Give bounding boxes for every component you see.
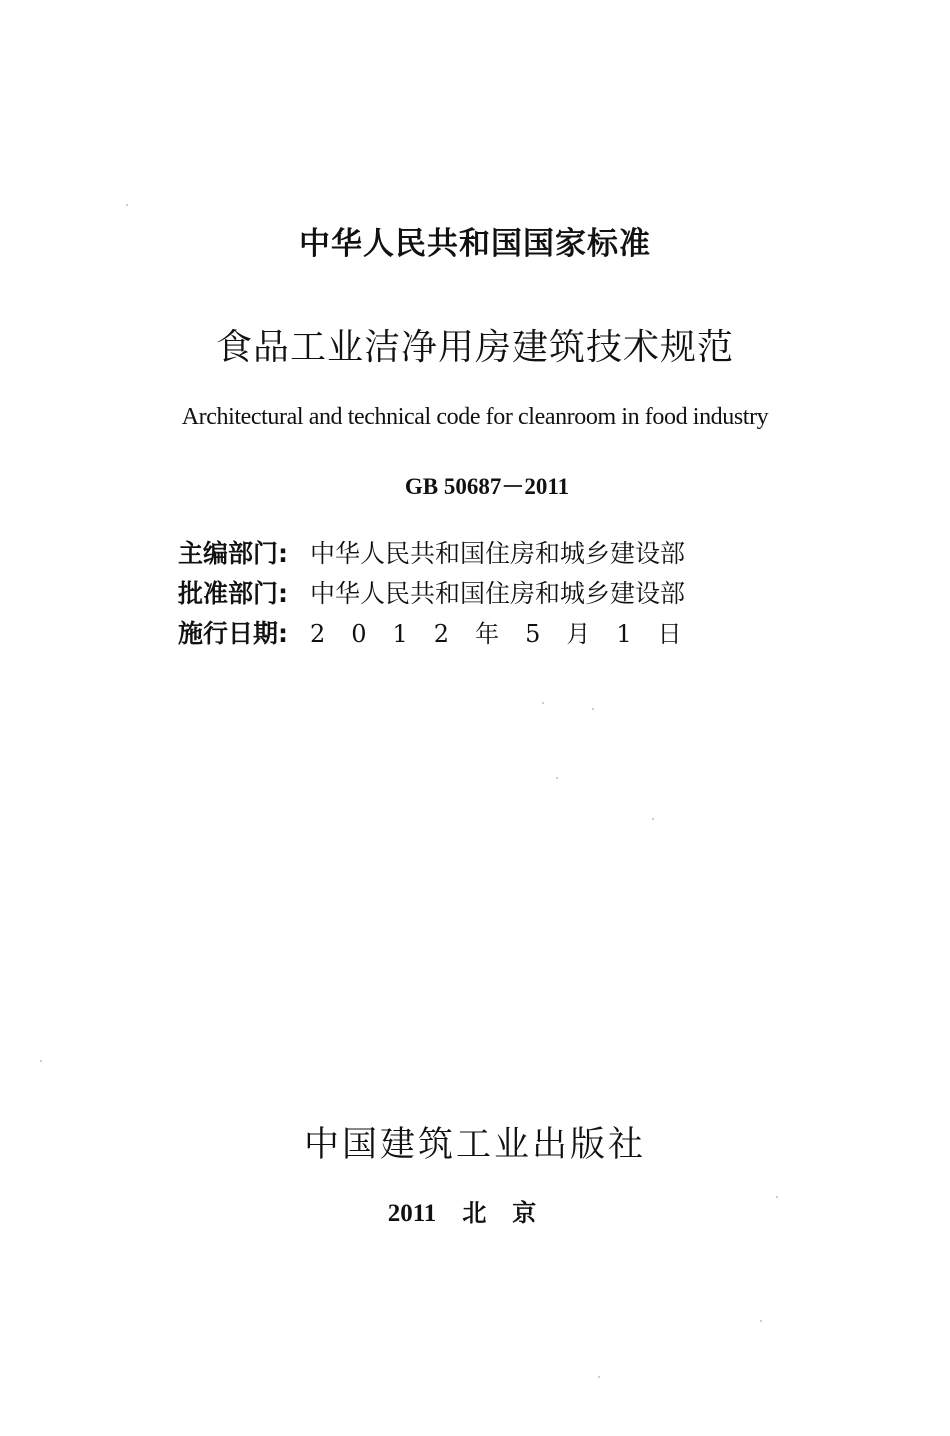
info-row-editor bbox=[178, 535, 738, 575]
title-english: Architectural and technical code for cleanroom in food industry bbox=[181, 404, 769, 430]
scan-speck bbox=[760, 1320, 762, 1322]
date-value: 2012年5月1日 bbox=[310, 620, 708, 648]
scan-speck bbox=[592, 708, 594, 710]
publication-info bbox=[0, 1196, 950, 1231]
standard-code: GB 50687－2011 bbox=[404, 474, 570, 499]
approver-value: 中华人民共和国住房和城乡建设部 bbox=[310, 579, 686, 608]
scan-speck bbox=[542, 702, 544, 704]
publisher: 中国建筑工业出版社 bbox=[303, 1125, 646, 1165]
scan-speck bbox=[556, 777, 558, 779]
info-row-approver bbox=[178, 575, 738, 615]
standard-category: 中华人民共和国国家标准 bbox=[299, 226, 651, 262]
scan-speck bbox=[126, 204, 128, 206]
info-block bbox=[178, 535, 738, 655]
scan-speck bbox=[776, 1196, 778, 1198]
info-row-date bbox=[178, 615, 738, 655]
date-label: 施行日期: bbox=[178, 619, 288, 648]
approver-label: 批准部门: bbox=[178, 579, 288, 608]
publication-year: 2011 bbox=[387, 1200, 437, 1227]
editor-value: 中华人民共和国住房和城乡建设部 bbox=[310, 539, 686, 568]
scan-speck bbox=[598, 1376, 600, 1378]
editor-label: 主编部门: bbox=[178, 539, 288, 568]
title-chinese: 食品工业洁净用房建筑技术规范 bbox=[215, 327, 734, 368]
scan-speck bbox=[40, 1060, 42, 1062]
scan-speck bbox=[652, 818, 654, 820]
publication-city: 北京 bbox=[462, 1199, 563, 1227]
